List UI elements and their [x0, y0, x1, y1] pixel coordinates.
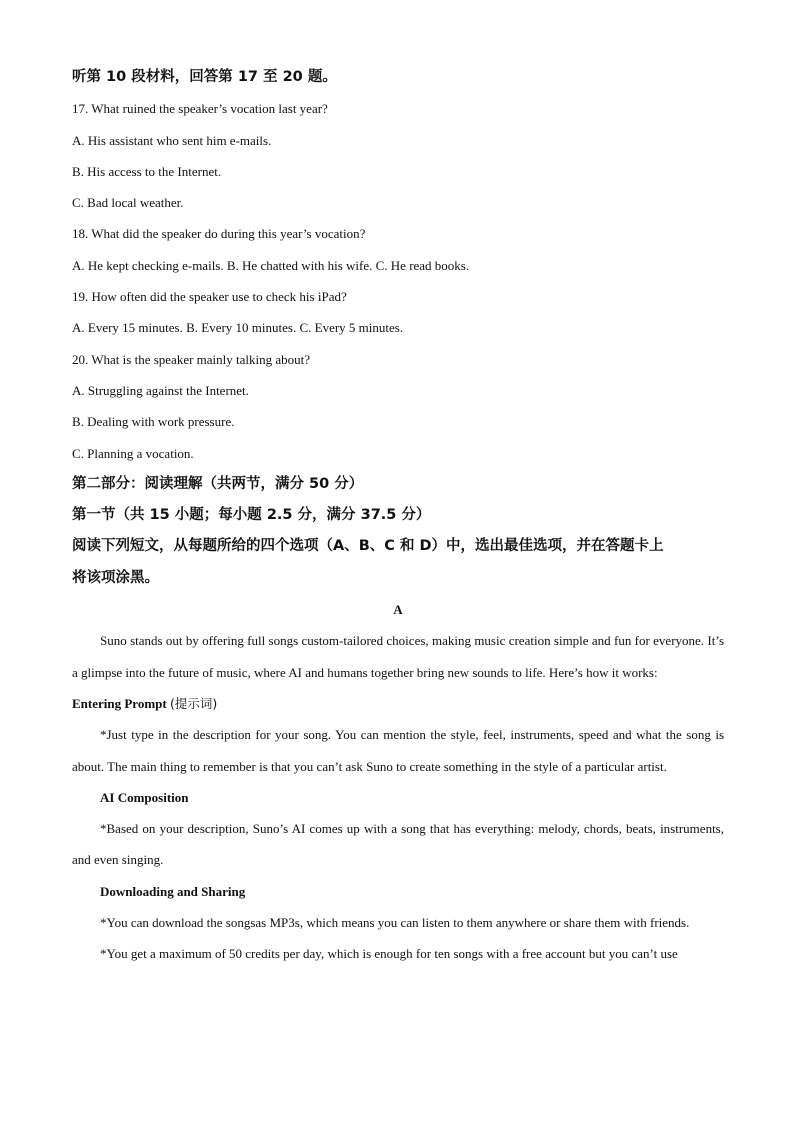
entering-prompt-title-cn: (提示词): [169, 695, 218, 711]
reading-instruction-line-2: 将该项涂黑。: [72, 569, 159, 586]
entering-prompt-text: *Just type in the description for your song. You can mention the style, feel, instruments, speed and what the song is about. The main thing to remember is that you can’t ask Suno to create something in the style of a particular artist.: [72, 727, 724, 774]
question-17-option-c: C. Bad local weather.: [72, 195, 184, 211]
reading-instruction-line-1: 阅读下列短文，从每题所给的四个选项（A、B、C 和 D）中，选出最佳选项，并在答题卡上: [72, 538, 664, 555]
question-19-options: A. Every 15 minutes. B. Every 10 minutes. C. Every 5 minutes.: [72, 320, 404, 336]
ai-composition-text: *Based on your description, Suno’s AI comes up with a song that has everything: melody, chords, beats, instruments, and even singing.: [72, 821, 724, 868]
question-19: 19. How often did the speaker use to check his iPad?: [72, 289, 347, 305]
question-17-option-a: A. His assistant who sent him e-mails.: [72, 132, 272, 148]
downloading-sharing-text: *You can download the songsas MP3s, which means you can listen to them anywhere or share them with friends.: [100, 915, 690, 931]
question-20-option-b: B. Dealing with work pressure.: [72, 414, 235, 430]
ai-composition-heading: AI Composition: [100, 789, 189, 805]
reading-section-heading: 第一节（共 15 小题；每小题 2.5 分，满分 37.5 分）: [72, 507, 431, 524]
question-17: 17. What ruined the speaker’s vocation last year?: [72, 101, 328, 117]
reading-part-heading: 第二部分：阅读理解（共两节，满分 50 分）: [72, 475, 364, 492]
question-20-option-a: A. Struggling against the Internet.: [72, 382, 249, 398]
document-page: [72, 62, 724, 970]
passage-intro: Suno stands out by offering full songs custom-tailored choices, making music creation simple and fun for everyone. It’s a glimpse into the future of music, where AI and humans together bring new sounds to life. Here’s how it works:: [72, 633, 724, 680]
question-18: 18. What did the speaker do during this year’s vocation?: [72, 226, 366, 242]
entering-prompt-title: Entering Prompt: [72, 695, 167, 711]
question-20: 20. What is the speaker mainly talking about?: [72, 351, 311, 367]
question-18-options: A. He kept checking e-mails. B. He chatted with his wife. C. He read books.: [72, 257, 470, 273]
credits-text: *You get a maximum of 50 credits per day, which is enough for ten songs with a free account but you can’t use: [100, 946, 678, 962]
downloading-sharing-heading: Downloading and Sharing: [100, 883, 246, 899]
question-17-option-b: B. His access to the Internet.: [72, 163, 222, 179]
passage-letter: A: [393, 602, 403, 618]
listening-section-heading: 听第 10 段材料，回答第 17 至 20 题。: [72, 69, 337, 85]
entering-prompt-heading: [72, 688, 724, 719]
question-20-option-c: C. Planning a vocation.: [72, 445, 194, 461]
